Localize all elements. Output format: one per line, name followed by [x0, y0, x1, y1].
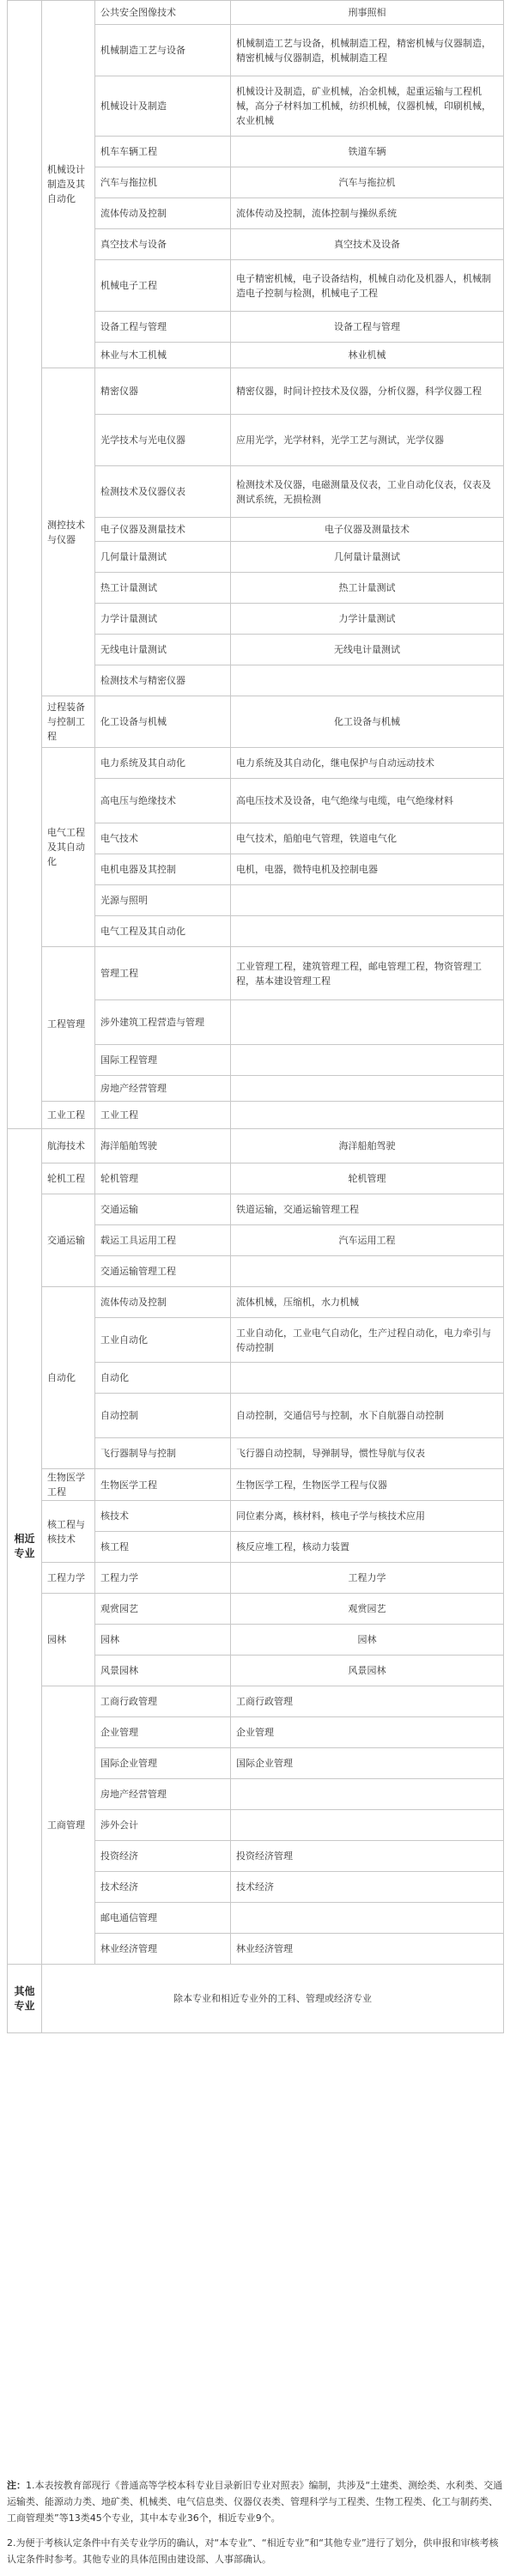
major-name-cell: 力学计量测试 — [95, 604, 231, 635]
table-row-other — [8, 1965, 504, 2033]
equivalent-major-cell — [231, 1076, 504, 1102]
table-row — [8, 748, 504, 779]
equivalent-major-cell: 风景园林 — [231, 1656, 504, 1686]
major-name-cell: 电气工程及其自动化 — [95, 916, 231, 947]
major-name-cell: 设备工程与管理 — [95, 312, 231, 343]
equivalent-major-cell — [231, 1102, 504, 1129]
equivalent-major-cell: 检测技术及仪器，电磁测量及仪表，工业自动化仪表，仪表及测试系统，无损检测 — [231, 466, 504, 518]
major-name-cell: 载运工具运用工程 — [95, 1225, 231, 1256]
equivalent-major-cell — [231, 1000, 504, 1045]
major-group-cell: 工业工程 — [42, 1102, 95, 1129]
major-name-cell: 光学技术与光电仪器 — [95, 415, 231, 466]
major-name-cell: 工业自动化 — [95, 1318, 231, 1363]
major-name-cell: 流体传动及控制 — [95, 198, 231, 229]
major-name-cell: 轮机管理 — [95, 1163, 231, 1194]
equivalent-major-cell: 轮机管理 — [231, 1163, 504, 1194]
major-name-cell: 涉外会计 — [95, 1810, 231, 1841]
table-row — [8, 1594, 504, 1625]
major-group-cell: 生物医学工程 — [42, 1469, 95, 1501]
table-row — [8, 1563, 504, 1594]
major-group-cell: 交通运输 — [42, 1194, 95, 1287]
equivalent-major-cell: 海洋船舶驾驶 — [231, 1129, 504, 1163]
table-row — [8, 1163, 504, 1194]
table-row — [8, 1469, 504, 1501]
major-name-cell: 汽车与拖拉机 — [95, 167, 231, 198]
major-name-cell: 工业工程 — [95, 1102, 231, 1129]
major-name-cell: 涉外建筑工程营造与管理 — [95, 1000, 231, 1045]
major-name-cell: 自动化 — [95, 1363, 231, 1394]
equivalent-major-cell: 园林 — [231, 1625, 504, 1656]
major-group-cell: 轮机工程 — [42, 1163, 95, 1194]
equivalent-major-cell: 力学计量测试 — [231, 604, 504, 635]
category-other-major: 其他专业 — [8, 1965, 42, 2033]
equivalent-major-cell: 电子仪器及测量技术 — [231, 518, 504, 542]
equivalent-major-cell: 核反应堆工程，核动力装置 — [231, 1532, 504, 1563]
equivalent-major-cell — [231, 1256, 504, 1287]
equivalent-major-cell: 工业管理工程，建筑管理工程，邮电管理工程，物资管理工程，基本建设管理工程 — [231, 947, 504, 1000]
equivalent-major-cell: 电机，电器，微特电机及控制电器 — [231, 854, 504, 885]
table-row — [8, 1, 504, 25]
equivalent-major-cell: 企业管理 — [231, 1717, 504, 1748]
notes-section — [7, 2477, 503, 2576]
major-name-cell: 国际工程管理 — [95, 1045, 231, 1076]
major-name-cell: 海洋船舶驾驶 — [95, 1129, 231, 1163]
major-name-cell: 流体传动及控制 — [95, 1287, 231, 1318]
major-name-cell: 电子仪器及测量技术 — [95, 518, 231, 542]
equivalent-major-cell: 设备工程与管理 — [231, 312, 504, 343]
equivalent-major-cell: 观赏园艺 — [231, 1594, 504, 1625]
major-name-cell: 机车车辆工程 — [95, 137, 231, 167]
equivalent-major-cell — [231, 916, 504, 947]
table-row — [8, 1129, 504, 1163]
equivalent-major-cell — [231, 665, 504, 696]
major-name-cell: 高电压与绝缘技术 — [95, 779, 231, 823]
major-name-cell: 邮电通信管理 — [95, 1903, 231, 1934]
major-group-cell: 航海技术 — [42, 1129, 95, 1163]
major-group-cell: 工程力学 — [42, 1563, 95, 1594]
equivalent-major-cell — [231, 1045, 504, 1076]
major-name-cell: 化工设备与机械 — [95, 696, 231, 748]
major-name-cell: 企业管理 — [95, 1717, 231, 1748]
major-group-cell: 自动化 — [42, 1287, 95, 1469]
major-name-cell: 真空技术与设备 — [95, 229, 231, 260]
equivalent-major-cell: 工商行政管理 — [231, 1686, 504, 1717]
major-name-cell: 生物医学工程 — [95, 1469, 231, 1501]
major-name-cell: 技术经济 — [95, 1872, 231, 1903]
note-2: 2.为便于考核认定条件中有关专业学历的确认，对“本专业”、“相近专业”和“其他专业”进行了划分，供申报和审核考核认定条件时参考。其他专业的具体范围由建设部、人事部确认。 — [7, 2537, 499, 2565]
equivalent-major-cell: 自动控制，交通信号与控制，水下自航器自动控制 — [231, 1394, 504, 1438]
major-name-cell: 园林 — [95, 1625, 231, 1656]
equivalent-major-cell: 机械制造工艺与设备，机械制造工程，精密机械与仪器制造，精密机械与仪器制造，机械制造工程 — [231, 25, 504, 76]
major-name-cell: 房地产经营管理 — [95, 1076, 231, 1102]
equivalent-major-cell: 热工计量测试 — [231, 573, 504, 604]
table-row — [8, 1194, 504, 1225]
equivalent-major-cell: 工业自动化，工业电气自动化，生产过程自动化，电力牵引与传动控制 — [231, 1318, 504, 1363]
table-row — [8, 1501, 504, 1532]
major-name-cell: 电气技术 — [95, 823, 231, 854]
major-name-cell: 林业与木工机械 — [95, 343, 231, 368]
equivalent-major-cell: 化工设备与机械 — [231, 696, 504, 748]
major-group-cell: 工商管理 — [42, 1686, 95, 1965]
equivalent-major-cell — [231, 885, 504, 916]
major-group-cell: 工程管理 — [42, 947, 95, 1102]
table-row — [8, 947, 504, 1000]
equivalent-major-cell: 技术经济 — [231, 1872, 504, 1903]
equivalent-major-cell — [231, 1363, 504, 1394]
major-name-cell: 工程力学 — [95, 1563, 231, 1594]
major-name-cell: 飞行器制导与控制 — [95, 1438, 231, 1469]
major-name-cell: 自动控制 — [95, 1394, 231, 1438]
equivalent-major-cell: 机械设计及制造，矿业机械，冶金机械，起重运输与工程机械，高分子材料加工机械，纺织机械，仪器机械，印刷机械，农业机械 — [231, 76, 504, 137]
major-name-cell: 电力系统及其自动化 — [95, 748, 231, 779]
equivalent-major-cell: 汽车与拖拉机 — [231, 167, 504, 198]
equivalent-major-cell: 国际企业管理 — [231, 1748, 504, 1779]
major-name-cell: 无线电计量测试 — [95, 635, 231, 665]
major-name-cell: 公共安全图像技术 — [95, 1, 231, 25]
major-name-cell: 光源与照明 — [95, 885, 231, 916]
equivalent-major-cell: 电力系统及其自动化，继电保护与自动远动技术 — [231, 748, 504, 779]
major-name-cell: 几何量计量测试 — [95, 542, 231, 573]
major-name-cell: 房地产经营管理 — [95, 1779, 231, 1810]
major-name-cell: 观赏园艺 — [95, 1594, 231, 1625]
equivalent-major-cell — [231, 1903, 504, 1934]
major-group-cell: 测控技术与仪器 — [42, 368, 95, 696]
major-name-cell: 机械设计及制造 — [95, 76, 231, 137]
major-name-cell: 国际企业管理 — [95, 1748, 231, 1779]
note-1: 注：1.本表按教育部现行《普通高等学校本科专业目录新旧专业对照表》编制，共涉及“土建类、测绘类、水利类、交通运输类、能源动力类、地矿类、机械类、电气信息类、仪器仪表类、管理科学与工程类、生物工程类、化工与制药类、工商管理类”等13类45个专业，其中本专业36个，相近专业9个。 — [7, 2480, 503, 2524]
major-name-cell: 投资经济 — [95, 1841, 231, 1872]
major-table — [7, 0, 504, 2033]
equivalent-major-cell: 飞行器自动控制，导弹制导，惯性导航与仪表 — [231, 1438, 504, 1469]
other-major-desc: 除本专业和相近专业外的工科、管理或经济专业 — [42, 1965, 504, 2033]
major-name-cell: 核工程 — [95, 1532, 231, 1563]
equivalent-major-cell: 刑事照相 — [231, 1, 504, 25]
equivalent-major-cell: 同位素分离，核材料，核电子学与核技术应用 — [231, 1501, 504, 1532]
major-name-cell: 机械制造工艺与设备 — [95, 25, 231, 76]
equivalent-major-cell: 铁道车辆 — [231, 137, 504, 167]
table-row — [8, 1686, 504, 1717]
major-group-cell: 过程装备与控制工程 — [42, 696, 95, 748]
major-name-cell: 检测技术及仪器仪表 — [95, 466, 231, 518]
equivalent-major-cell: 应用光学，光学材料，光学工艺与测试，光学仪器 — [231, 415, 504, 466]
equivalent-major-cell: 投资经济管理 — [231, 1841, 504, 1872]
equivalent-major-cell: 精密仪器，时间计控技术及仪器，分析仪器，科学仪器工程 — [231, 368, 504, 415]
table-row — [8, 1287, 504, 1318]
major-name-cell: 交通运输 — [95, 1194, 231, 1225]
equivalent-major-cell: 真空技术及设备 — [231, 229, 504, 260]
equivalent-major-cell: 流体机械，压缩机，水力机械 — [231, 1287, 504, 1318]
equivalent-major-cell: 汽车运用工程 — [231, 1225, 504, 1256]
major-group-cell: 机械设计制造及其自动化 — [42, 1, 95, 368]
equivalent-major-cell — [231, 1810, 504, 1841]
category-this-major — [8, 1, 42, 1129]
major-name-cell: 交通运输管理工程 — [95, 1256, 231, 1287]
major-name-cell: 管理工程 — [95, 947, 231, 1000]
major-name-cell: 热工计量测试 — [95, 573, 231, 604]
equivalent-major-cell: 电子精密机械，电子设备结构，机械自动化及机器人，机械制造电子控制与检测，机械电子工程 — [231, 260, 504, 312]
major-name-cell: 电机电器及其控制 — [95, 854, 231, 885]
major-group-cell: 园林 — [42, 1594, 95, 1686]
equivalent-major-cell: 无线电计量测试 — [231, 635, 504, 665]
equivalent-major-cell: 高电压技术及设备，电气绝缘与电缆，电气绝缘材料 — [231, 779, 504, 823]
table-row — [8, 1102, 504, 1129]
equivalent-major-cell: 林业机械 — [231, 343, 504, 368]
table-row — [8, 368, 504, 415]
major-name-cell: 风景园林 — [95, 1656, 231, 1686]
major-name-cell: 检测技术与精密仪器 — [95, 665, 231, 696]
major-name-cell: 机械电子工程 — [95, 260, 231, 312]
equivalent-major-cell: 电气技术，船舶电气管理，铁道电气化 — [231, 823, 504, 854]
major-name-cell: 精密仪器 — [95, 368, 231, 415]
table-row — [8, 696, 504, 748]
equivalent-major-cell: 生物医学工程，生物医学工程与仪器 — [231, 1469, 504, 1501]
major-name-cell: 工商行政管理 — [95, 1686, 231, 1717]
equivalent-major-cell: 流体传动及控制，流体控制与操纵系统 — [231, 198, 504, 229]
major-name-cell: 林业经济管理 — [95, 1934, 231, 1965]
equivalent-major-cell: 几何量计量测试 — [231, 542, 504, 573]
equivalent-major-cell: 铁道运输，交通运输管理工程 — [231, 1194, 504, 1225]
major-name-cell: 核技术 — [95, 1501, 231, 1532]
category-similar-major: 相近专业 — [8, 1129, 42, 1965]
major-group-cell: 电气工程及其自动化 — [42, 748, 95, 947]
equivalent-major-cell: 工程力学 — [231, 1563, 504, 1594]
equivalent-major-cell: 林业经济管理 — [231, 1934, 504, 1965]
major-group-cell: 核工程与核技术 — [42, 1501, 95, 1563]
equivalent-major-cell — [231, 1779, 504, 1810]
